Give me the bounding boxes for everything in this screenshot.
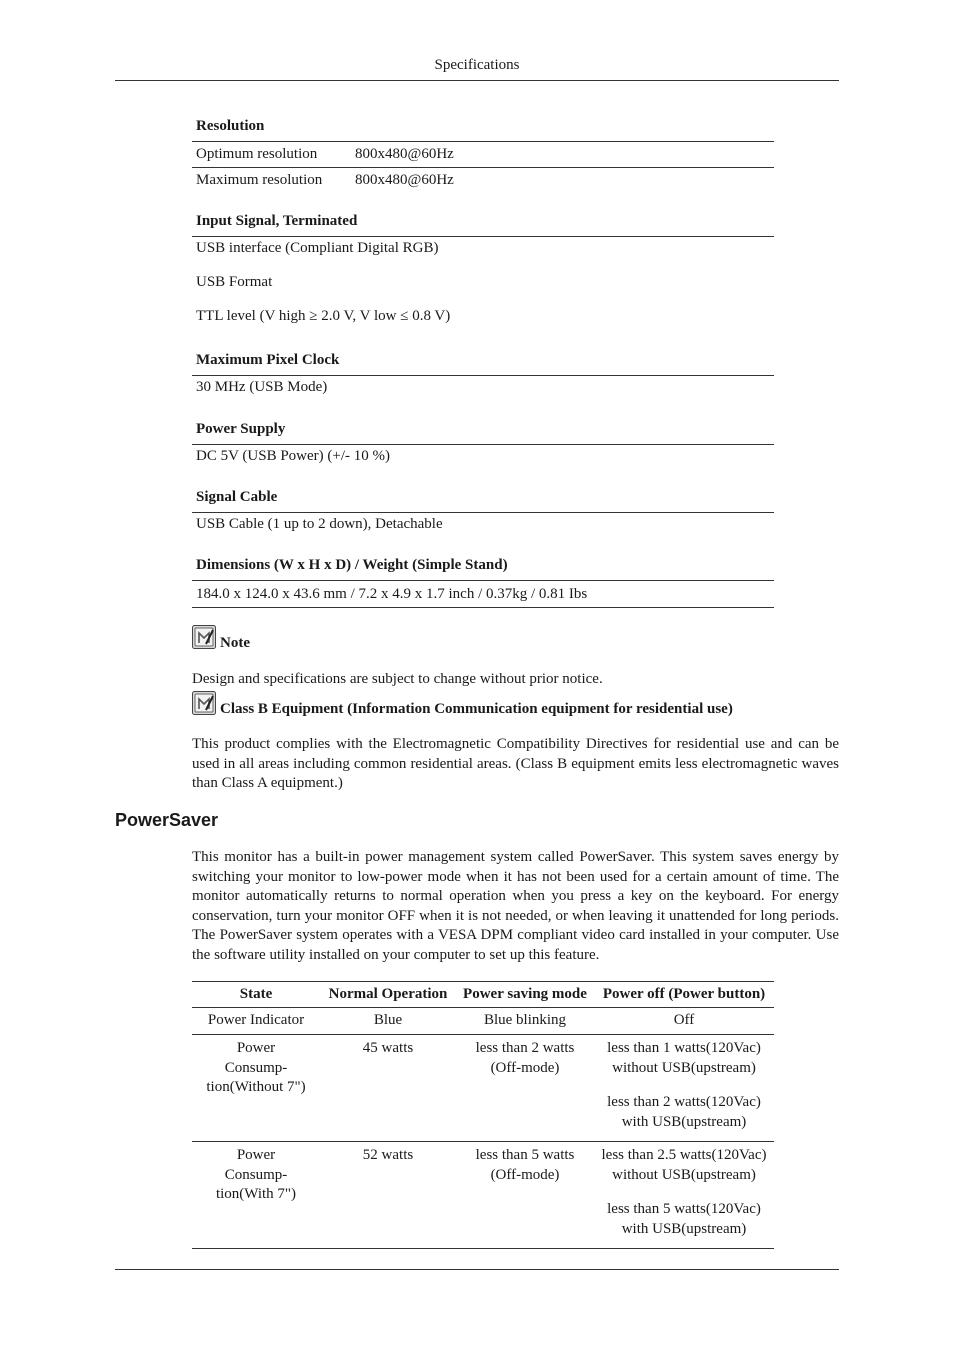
table-row: [192, 1035, 774, 1142]
table-cell-normal: Blue: [320, 1008, 456, 1035]
spec-input-signal: [192, 213, 774, 325]
table-cell-off: [594, 1142, 774, 1249]
note-icon: [192, 625, 216, 649]
table-cell-state: Power Indicator: [192, 1008, 320, 1035]
spec-divider: [192, 375, 774, 376]
spec-title: Dimensions (W x H x D) / Weight (Simple Stand): [196, 557, 508, 573]
spec-value: 30 MHz (USB Mode): [196, 379, 328, 395]
table-cell-state: Power Consump- tion(Without 7"): [192, 1035, 320, 1142]
table-row: [192, 1142, 774, 1249]
spec-pixel-clock: [192, 352, 774, 396]
spec-value: USB Cable (1 up to 2 down), Detachable: [196, 516, 443, 532]
section-heading-powersaver: PowerSaver: [115, 810, 219, 830]
table-cell-saving: Blue blinking: [456, 1008, 594, 1035]
spec-title: Input Signal, Terminated: [196, 213, 358, 229]
note-icon: [192, 691, 216, 715]
table-header-cell: Normal Operation: [320, 982, 456, 1008]
class-b-heading: [192, 691, 839, 718]
header-rule: [115, 80, 839, 81]
spec-row: [192, 142, 774, 167]
spec-resolution: [192, 118, 774, 193]
spec-value: DC 5V (USB Power) (+/- 10 %): [196, 448, 391, 464]
table-cell-off-line: less than 5 watts(120Vac) with USB(upstream): [607, 1201, 761, 1237]
table-cell-saving: less than 2 watts (Off-mode): [456, 1035, 594, 1142]
spec-title: Signal Cable: [196, 489, 278, 505]
table-header-row: [192, 982, 774, 1008]
note-heading: [192, 625, 839, 652]
spec-title: Resolution: [196, 118, 265, 134]
spec-title: Power Supply: [196, 421, 286, 437]
table-cell-normal: 45 watts: [320, 1035, 456, 1142]
spec-row: [192, 168, 774, 193]
table-cell-off-line: less than 2 watts(120Vac) with USB(upstream): [607, 1094, 761, 1130]
spec-title: Maximum Pixel Clock: [196, 352, 340, 368]
spec-row-value: 800x480@60Hz: [355, 146, 454, 162]
spec-divider: [192, 444, 774, 445]
spec-signal-cable: [192, 489, 774, 533]
table-cell-off: Off: [594, 1008, 774, 1035]
table-cell-off-line: less than 1 watts(120Vac) without USB(upstream): [607, 1040, 761, 1076]
table-header-cell: State: [192, 982, 320, 1008]
note-text: Design and specifications are subject to change without prior notice.: [192, 671, 603, 687]
spec-row-value: 800x480@60Hz: [355, 172, 454, 188]
table-row: [192, 1008, 774, 1035]
powersaver-intro: This monitor has a built-in power management system called PowerSaver. This system saves energy by switching your monitor to low-power mode when it has not been used for a certain amount of time. The monitor automatically returns to normal operation when you press a key on the keyboard. For energy conservation, turn your monitor OFF when it is not needed, or when leaving it unattended for long periods. The PowerSaver system operates with a VESA DPM compliant video card installed in your computer. Use the software utility installed on your computer to set up this feature.: [192, 849, 839, 963]
spec-line-text: USB interface (Compliant Digital RGB): [196, 240, 439, 256]
spec-line-text: TTL level (V high ≥ 2.0 V, V low ≤ 0.8 V): [196, 308, 451, 324]
spec-line-text: USB Format: [196, 274, 273, 290]
table-cell-off: [594, 1035, 774, 1142]
spec-power-supply: [192, 421, 774, 465]
spec-divider: [192, 236, 774, 237]
table-cell-state: Power Consump- tion(With 7"): [192, 1142, 320, 1249]
spec-dimensions: [192, 557, 774, 608]
spec-row-label: Optimum resolution: [196, 146, 318, 162]
powersaver-table: [192, 981, 774, 1249]
page-header-title: Specifications: [434, 57, 520, 73]
table-cell-saving: less than 5 watts (Off-mode): [456, 1142, 594, 1249]
spec-divider: [192, 512, 774, 513]
table-header-cell: Power saving mode: [456, 982, 594, 1008]
table-cell-normal: 52 watts: [320, 1142, 456, 1249]
table-header-cell: Power off (Power button): [594, 982, 774, 1008]
note-title: Note: [220, 635, 250, 651]
footer-rule: [115, 1269, 839, 1270]
spec-row-label: Maximum resolution: [196, 172, 323, 188]
spec-divider: [192, 607, 774, 608]
class-b-title: Class B Equipment (Information Communication equipment for residential use): [220, 701, 733, 717]
table-cell-off-line: less than 2.5 watts(120Vac) without USB(upstream): [601, 1147, 767, 1183]
class-b-text: This product complies with the Electromagnetic Compatibility Directives for residential use and can be used in all areas including common residential areas. (Class B equipment emits less electromagnetic waves than Class A equipment.): [192, 736, 839, 791]
spec-value: 184.0 x 124.0 x 43.6 mm / 7.2 x 4.9 x 1.7 inch / 0.37kg / 0.81 Ibs: [196, 586, 588, 602]
